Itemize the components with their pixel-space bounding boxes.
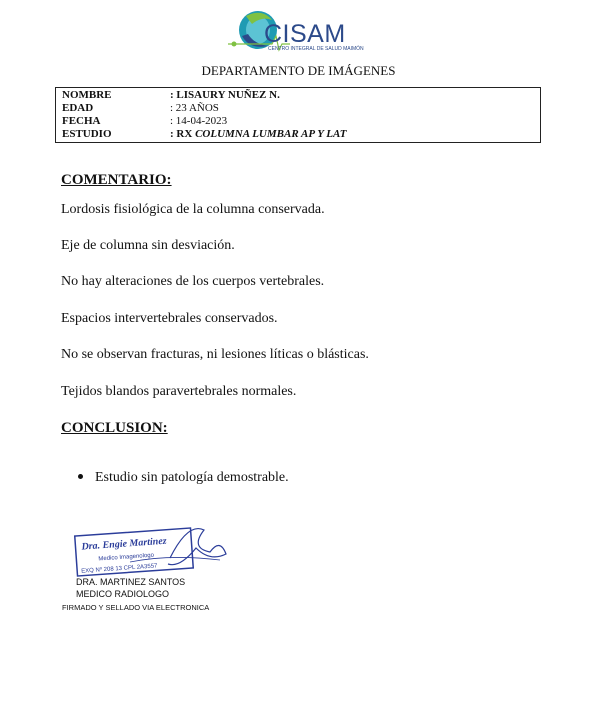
fecha-value: : 14-04-2023 — [170, 115, 228, 127]
stamp-role: Medico Imagenologo — [98, 552, 155, 563]
electronic-signature-note: FIRMADO Y SELLADO VIA ELECTRONICA — [62, 603, 210, 612]
conclusion-bullet — [78, 470, 289, 486]
edad-value: : 23 AÑOS — [170, 102, 219, 114]
bullet-dot — [78, 474, 83, 479]
estudio-prefix: : RX — [170, 128, 196, 140]
comentario-line: Tejidos blandos paravertebrales normales. — [61, 384, 297, 399]
signature-stamp — [70, 518, 238, 582]
estudio-label: ESTUDIO — [62, 128, 112, 140]
edad-label: EDAD — [62, 102, 94, 114]
doctor-title: MEDICO RADIOLOGO — [76, 589, 170, 599]
department-title: DEPARTAMENTO DE IMÁGENES — [201, 63, 396, 78]
comentario-title: COMENTARIO: — [61, 172, 172, 188]
comentario-line: Eje de columna sin desviación. — [61, 238, 235, 253]
stamp-exq: EXQ Nº 208 13 CPL 2A3557 — [81, 563, 158, 575]
comentario-line: No se observan fracturas, ni lesiones líticas o blásticas. — [61, 347, 369, 362]
conclusion-title: CONCLUSION: — [61, 420, 168, 436]
estudio-value — [170, 128, 346, 141]
stamp-name: Dra. Engie Martinez — [81, 535, 168, 553]
logo-text: CISAM — [264, 20, 346, 48]
comentario-line: Lordosis fisiológica de la columna conservada. — [61, 202, 325, 217]
comentario-line: Espacios intervertebrales conservados. — [61, 311, 278, 326]
nombre-value: : LISAURY NUÑEZ N. — [170, 89, 280, 101]
fecha-label: FECHA — [62, 115, 101, 127]
conclusion-text: Estudio sin patología demostrable. — [95, 470, 289, 485]
estudio-name: COLUMNA LUMBAR AP Y LAT — [195, 128, 347, 140]
nombre-label: NOMBRE — [62, 89, 112, 101]
logo-subtitle: CENTRO INTEGRAL DE SALUD MAIMÓN — [268, 46, 364, 52]
patient-info-box — [55, 87, 541, 143]
comentario-line: No hay alteraciones de los cuerpos vertebrales. — [61, 274, 325, 289]
doctor-name: DRA. MARTINEZ SANTOS — [76, 577, 186, 587]
